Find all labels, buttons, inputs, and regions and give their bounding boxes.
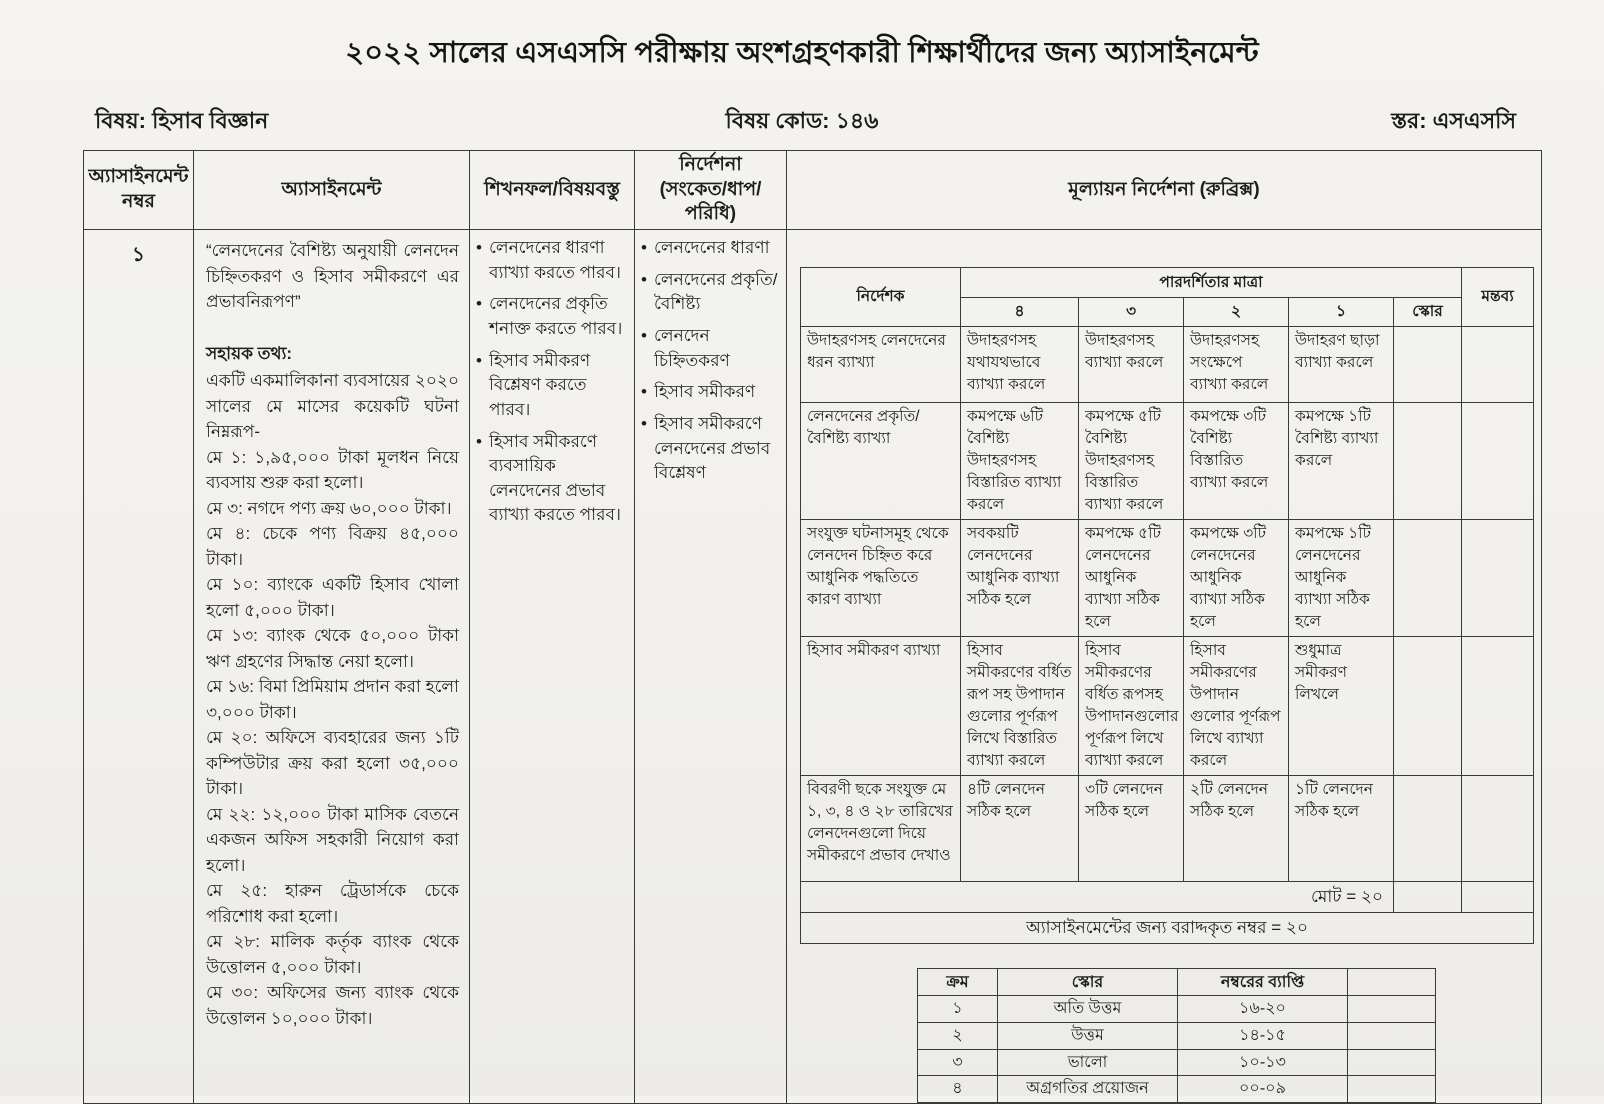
document-title: ২০২২ সালের এসএসসি পরীক্ষায় অংশগ্রহণকারী শিক্ষার্থীদের জন্য অ্যাসাইনমেন্ট xyxy=(345,37,1259,69)
rubric-level2-desc: ২টি লেনদেন সঠিক হলে xyxy=(1184,776,1289,882)
grade-range: ১৪-১৫ xyxy=(1178,1022,1348,1049)
rubric-level4-desc: কমপক্ষে ৬টি বৈশিষ্ট্য উদাহরণসহ বিস্তারিত ব্যাখ্যা করলে xyxy=(961,403,1079,520)
event-line: মে ১০: ব্যাংকে একটি হিসাব খোলা হলো ৫,০০০ টাকা। xyxy=(206,575,459,620)
rubric-level1-desc: কমপক্ষে ১টি বৈশিষ্ট্য ব্যাখ্যা করলে xyxy=(1289,403,1394,520)
subject-code-label: বিষয় কোড: ১৪৬ xyxy=(725,108,879,133)
outcome-item: • লেনদেনের ধারণা ব্যাখ্যা করতে পারব। xyxy=(476,236,628,285)
assignment-cell xyxy=(194,230,470,1104)
rubric-table xyxy=(800,267,1534,944)
score-header: স্কোর xyxy=(1394,298,1462,327)
header-assignment-number: অ্যাসাইনমেন্ট নম্বর xyxy=(84,151,194,230)
grade-blank-cell xyxy=(1348,1049,1436,1076)
grade-scale-row xyxy=(918,1049,1436,1076)
header-directions-line1: নির্দেশনা xyxy=(679,154,742,175)
grade-blank-cell xyxy=(1348,1022,1436,1049)
grade-score: অতি উত্তম xyxy=(998,996,1178,1023)
rubric-level4-desc: উদাহরণসহ যথাযথভাবে ব্যাখ্যা করলে xyxy=(961,327,1079,403)
grade-range: ১০-১৩ xyxy=(1178,1049,1348,1076)
rubric-indicator: সংযুক্ত ঘটনাসমূহ থেকে লেনদেন চিহ্নিত করে আধুনিক পদ্ধতিতে কারণ ব্যাখ্যা xyxy=(801,520,961,637)
assignment-title-quote: “লেনদেনের বৈশিষ্ট্য অনুযায়ী লেনদেন চিহ্নিতকরণ ও হিসাব সমীকরণে এর প্রভাবনিরূপণ” xyxy=(206,241,459,312)
event-line: মে ৩: নগদে পণ্য ক্রয় ৬০,০০০ টাকা। xyxy=(206,498,452,518)
rubric-row xyxy=(801,403,1534,520)
allocated-marks-label: অ্যাসাইনমেন্টের জন্য বরাদ্দকৃত নম্বর = ২০ xyxy=(801,913,1534,944)
assignment-table-header-row xyxy=(84,151,1542,230)
grade-serial: ১ xyxy=(918,996,998,1023)
grade-score: অগ্রগতির প্রয়োজন xyxy=(998,1076,1178,1103)
grade-scale-row xyxy=(918,1022,1436,1049)
direction-item: • লেনদেনের ধারণা xyxy=(641,236,780,261)
learning-outcomes-cell xyxy=(470,230,635,1104)
total-label: মোট = ২০ xyxy=(801,882,1394,913)
outcome-item: • লেনদেনের প্রকৃতি শনাক্ত করতে পারব। xyxy=(476,292,628,341)
directions-list xyxy=(641,236,780,486)
rubric-indicator: উদাহরণসহ লেনদেনের ধরন ব্যাখ্যা xyxy=(801,327,961,403)
rubric-total-row xyxy=(801,882,1534,913)
rubric-level1-desc: উদাহরণ ছাড়া ব্যাখ্যা করলে xyxy=(1289,327,1394,403)
grade-blank-cell xyxy=(1348,1076,1436,1103)
rubric-level1-desc: কমপক্ষে ১টি লেনদেনের আধুনিক ব্যাখ্যা সঠিক হলে xyxy=(1289,520,1394,637)
grade-scale-row xyxy=(918,1076,1436,1103)
comment-blank-cell xyxy=(1462,520,1534,637)
comment-blank-cell xyxy=(1462,637,1534,776)
total-score-blank-cell xyxy=(1394,882,1462,913)
grade-scale-table xyxy=(917,968,1436,1102)
grade-scale-header-row xyxy=(918,969,1436,996)
outcome-item: • হিসাব সমীকরণে ব্যবসায়িক লেনদেনের প্রভাব ব্যাখ্যা করতে পারব। xyxy=(476,430,628,529)
rubric-header-row-1 xyxy=(801,268,1534,298)
grade-serial: ৩ xyxy=(918,1049,998,1076)
rubric-level4-desc: হিসাব সমীকরণের বর্ধিত রূপ সহ উপাদান গুলোর পূর্ণরূপ লিখে বিস্তারিত ব্যাখ্যা করলে xyxy=(961,637,1079,776)
level-label: স্তর: এসএসসি xyxy=(1391,108,1516,133)
grade-serial: ৪ xyxy=(918,1076,998,1103)
level-3-header: ৩ xyxy=(1079,298,1184,327)
rubric-level3-desc: কমপক্ষে ৫টি লেনদেনের আধুনিক ব্যাখ্যা সঠিক হলে xyxy=(1079,520,1184,637)
level-1-header: ১ xyxy=(1289,298,1394,327)
rubric-indicator: বিবরণী ছকে সংযুক্ত মে ১, ৩, ৪ ও ২৮ তারিখের লেনদেনগুলো দিয়ে সমীকরণে প্রভাব দেখাও xyxy=(801,776,961,882)
directions-cell xyxy=(635,230,787,1104)
rubric-indicator: হিসাব সমীকরণ ব্যাখ্যা xyxy=(801,637,961,776)
score-blank-cell xyxy=(1394,637,1462,776)
outcome-item: • হিসাব সমীকরণ বিশ্লেষণ করতে পারব। xyxy=(476,349,628,423)
event-line: মে ১৬: বিমা প্রিমিয়াম প্রদান করা হলো ৩,০০০ টাকা। xyxy=(206,677,459,722)
score-blank-cell xyxy=(1394,327,1462,403)
meta-row xyxy=(0,104,1604,138)
total-comment-blank-cell xyxy=(1462,882,1534,913)
helper-info-heading: সহায়ক তথ্য: xyxy=(206,343,293,363)
grade-score-header: স্কোর xyxy=(998,969,1178,996)
grade-score: ভালো xyxy=(998,1049,1178,1076)
rubric-indicator: লেনদেনের প্রকৃতি/বৈশিষ্ট্য ব্যাখ্যা xyxy=(801,403,961,520)
assignment-intro: একটি একমালিকানা ব্যবসায়ের ২০২০ সালের মে মাসের কয়েকটি ঘটনা নিম্নরূপ- xyxy=(206,371,459,442)
rubric-level1-desc: ১টি লেনদেন সঠিক হলে xyxy=(1289,776,1394,882)
header-evaluation-rubric: মূল্যায়ন নির্দেশনা (রুব্রিক্স) xyxy=(787,151,1542,230)
rubric-level3-desc: ৩টি লেনদেন সঠিক হলে xyxy=(1079,776,1184,882)
event-line: মে ৩০: অফিসের জন্য ব্যাংক থেকে উত্তোলন ১০,০০০ টাকা। xyxy=(206,983,459,1028)
rubric-comment-header: মন্তব্য xyxy=(1462,268,1534,327)
assignment-table xyxy=(83,150,1542,1104)
comment-blank-cell xyxy=(1462,327,1534,403)
grade-score: উত্তম xyxy=(998,1022,1178,1049)
grade-blank-header xyxy=(1348,969,1436,996)
rubric-row xyxy=(801,776,1534,882)
score-blank-cell xyxy=(1394,776,1462,882)
grade-serial: ২ xyxy=(918,1022,998,1049)
rubric-row xyxy=(801,327,1534,403)
score-blank-cell xyxy=(1394,520,1462,637)
rubric-level3-desc: উদাহরণসহ ব্যাখ্যা করলে xyxy=(1079,327,1184,403)
event-line: মে ২৫: হারুন ট্রেডার্সকে চেকে পরিশোধ করা হলো। xyxy=(206,881,459,926)
assignment-table-body-row xyxy=(84,230,1542,1104)
rubric-indicator-header: নির্দেশক xyxy=(801,268,961,327)
rubric-level3-desc: হিসাব সমীকরণের বর্ধিত রূপসহ উপাদানগুলোর পূর্ণরূপ লিখে ব্যাখ্যা করলে xyxy=(1079,637,1184,776)
event-line: মে ৪: চেকে পণ্য বিক্রয় ৪৫,০০০ টাকা। xyxy=(206,524,459,569)
grade-range: ১৬-২০ xyxy=(1178,996,1348,1023)
event-line: মে ১: ১,৯৫,০০০ টাকা মূলধন নিয়ে ব্যবসায় শুরু করা হলো। xyxy=(206,447,459,493)
rubric-row xyxy=(801,520,1534,637)
event-line: মে ২০: অফিসে ব্যবহারের জন্য ১টি কম্পিউটার ক্রয় করা হলো ৩৫,০০০ টাকা। xyxy=(206,728,459,799)
grade-range-header: নম্বরের ব্যাপ্তি xyxy=(1178,969,1348,996)
event-line: মে ১৩: ব্যাংক থেকে ৫০,০০০ টাকা ঋণ গ্রহণের সিদ্ধান্ত নেয়া হলো। xyxy=(206,626,459,671)
direction-item: • হিসাব সমীকরণ xyxy=(641,380,780,405)
header-learning-outcomes: শিখনফল/বিষয়বস্তু xyxy=(470,151,635,230)
score-blank-cell xyxy=(1394,403,1462,520)
rubric-level2-desc: কমপক্ষে ৩টি লেনদেনের আধুনিক ব্যাখ্যা সঠিক হলে xyxy=(1184,520,1289,637)
event-line: মে ২৮: মালিক কর্তৃক ব্যাংক থেকে উত্তোলন ৫,০০০ টাকা। xyxy=(206,932,459,977)
rubric-cell xyxy=(787,230,1542,1104)
rubric-level2-desc: হিসাব সমীকরণের উপাদান গুলোর পূর্ণরূপ লিখে ব্যাখ্যা করলে xyxy=(1184,637,1289,776)
grade-serial-header: ক্রম xyxy=(918,969,998,996)
direction-item: • লেনদেনের প্রকৃতি/বৈশিষ্ট্য xyxy=(641,268,780,317)
rubric-level4-desc: ৪টি লেনদেন সঠিক হলে xyxy=(961,776,1079,882)
rubric-level2-desc: কমপক্ষে ৩টি বৈশিষ্ট্য বিস্তারিত ব্যাখ্যা করলে xyxy=(1184,403,1289,520)
rubric-level3-desc: কমপক্ষে ৫টি বৈশিষ্ট্য উদাহরণসহ বিস্তারিত ব্যাখ্যা করলে xyxy=(1079,403,1184,520)
direction-item: • লেনদেন চিহ্নিতকরণ xyxy=(641,324,780,373)
header-directions xyxy=(635,151,787,230)
grade-blank-cell xyxy=(1348,996,1436,1023)
grade-range: ০০-০৯ xyxy=(1178,1076,1348,1103)
rubric-level2-desc: উদাহরণসহ সংক্ষেপে ব্যাখ্যা করলে xyxy=(1184,327,1289,403)
direction-item: • হিসাব সমীকরণে লেনদেনের প্রভাব বিশ্লেষণ xyxy=(641,412,780,486)
event-line: মে ২২: ১২,০০০ টাকা মাসিক বেতনে একজন অফিস সহকারী নিয়োগ করা হলো। xyxy=(206,804,459,875)
subject-label: বিষয়: হিসাব বিজ্ঞান xyxy=(95,108,269,133)
header-assignment: অ্যাসাইনমেন্ট xyxy=(194,151,470,230)
comment-blank-cell xyxy=(1462,403,1534,520)
level-2-header: ২ xyxy=(1184,298,1289,327)
rubric-allocated-row xyxy=(801,913,1534,944)
rubric-row xyxy=(801,637,1534,776)
assignment-number-cell: ১ xyxy=(84,230,194,1104)
level-4-header: ৪ xyxy=(961,298,1079,327)
rubric-level4-desc: সবকয়টি লেনদেনের আধুনিক ব্যাখ্যা সঠিক হলে xyxy=(961,520,1079,637)
learning-outcomes-list xyxy=(476,236,628,528)
rubric-level1-desc: শুধুমাত্র সমীকরণ লিখলে xyxy=(1289,637,1394,776)
header-directions-line2: (সংকেত/ধাপ/পরিধি) xyxy=(659,178,762,225)
comment-blank-cell xyxy=(1462,776,1534,882)
rubric-performance-header: পারদর্শিতার মাত্রা xyxy=(961,268,1462,298)
grade-scale-row xyxy=(918,996,1436,1023)
